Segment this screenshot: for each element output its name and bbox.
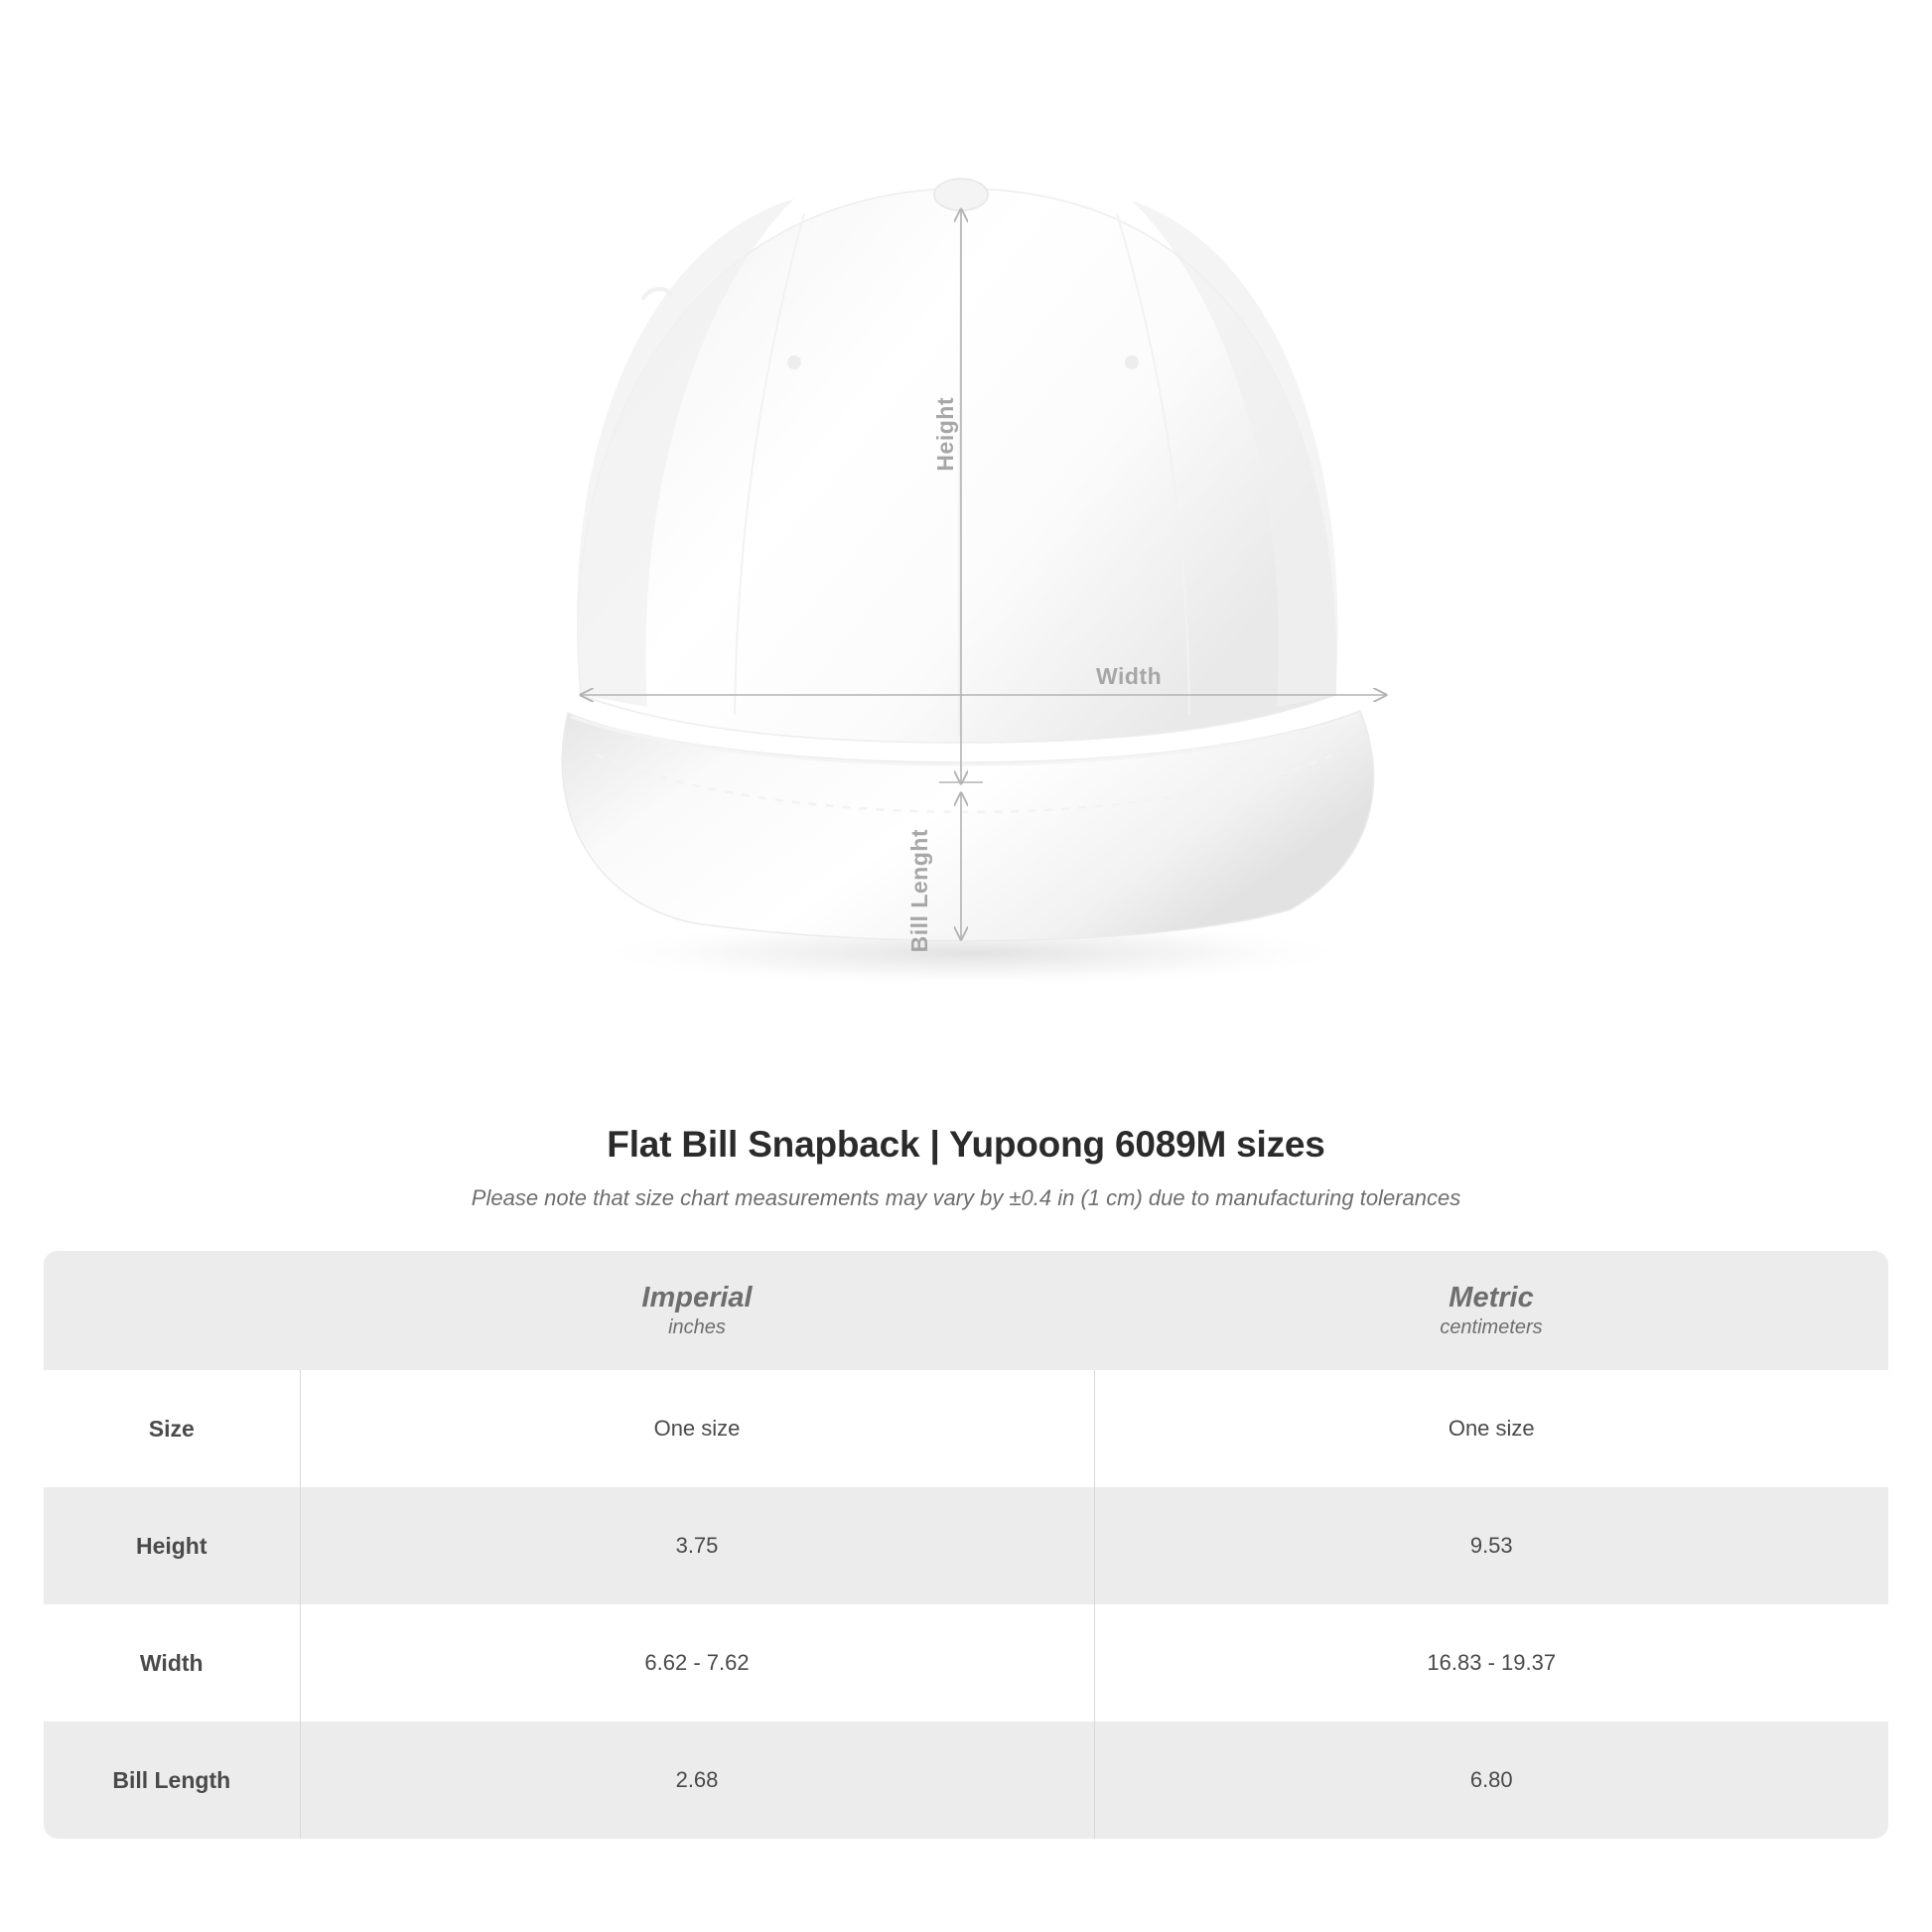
bill-length-dimension-label — [907, 829, 961, 952]
table-header-corner — [44, 1251, 300, 1370]
table-header-row — [44, 1251, 1888, 1370]
table-row — [44, 1722, 1888, 1839]
table-header-imperial — [300, 1251, 1094, 1370]
tolerance-note: Please note that size chart measurements may vary by ±0.4 in (1 cm) due to manufacturing tolerances — [471, 1185, 1461, 1210]
size-table-wrapper — [44, 1251, 1888, 1839]
cell-width-metric: 16.83 - 19.37 — [1094, 1604, 1888, 1722]
row-label-height: Height — [44, 1487, 300, 1604]
bill-length-line-1: Bill — [906, 914, 932, 953]
height-dimension-label: Height — [932, 397, 958, 472]
cell-height-imperial: 3.75 — [300, 1487, 1094, 1604]
cell-bill-length-imperial: 2.68 — [300, 1722, 1094, 1839]
size-table — [44, 1251, 1888, 1839]
table-row — [44, 1604, 1888, 1722]
row-label-size: Size — [148, 1415, 195, 1442]
row-label-width: Width — [139, 1649, 204, 1676]
cell-size-metric: One size — [1094, 1370, 1888, 1487]
title-block — [0, 1124, 1932, 1211]
cell-width-imperial: 6.62 - 7.62 — [300, 1604, 1094, 1722]
metric-unit-sub: centimeters — [1440, 1316, 1543, 1339]
row-label-bill-length: Bill Length — [44, 1722, 300, 1839]
table-header-metric — [1094, 1251, 1888, 1370]
cell-height-metric: 9.53 — [1094, 1487, 1888, 1604]
metric-unit-name: Metric — [1449, 1281, 1534, 1313]
cell-size-imperial: One size — [300, 1370, 1094, 1487]
imperial-unit-sub: inches — [668, 1316, 726, 1339]
cell-bill-length-metric: 6.80 — [1094, 1722, 1888, 1839]
table-row — [44, 1487, 1888, 1604]
table-row — [44, 1370, 1888, 1487]
width-dimension-label: Width — [1096, 663, 1163, 689]
imperial-unit-name: Imperial — [641, 1281, 753, 1313]
bill-length-line-2: Lenght — [906, 829, 932, 908]
page-title: Flat Bill Snapback | Yupoong 6089M sizes — [607, 1124, 1325, 1165]
